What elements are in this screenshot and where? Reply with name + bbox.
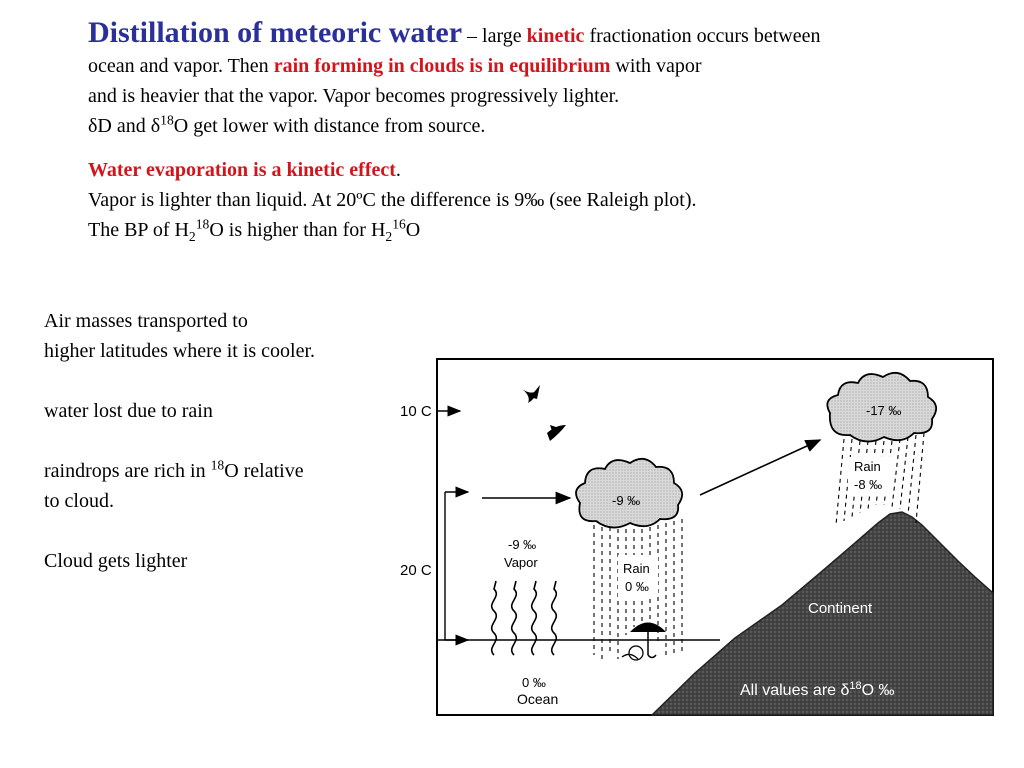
rain-left-value: 0 ‰ [625, 579, 649, 594]
line1-text-a: – large [462, 25, 527, 47]
para2-line1 [88, 155, 988, 185]
bp-sup1: 18 [195, 216, 210, 232]
cloud-left-value: -9 ‰ [612, 493, 641, 508]
para1-line2 [88, 51, 988, 81]
bp-text-a: The BP of H [88, 219, 189, 241]
note-air-masses-line1: Air masses transported to [44, 310, 248, 332]
note-air-masses-line2: higher latitudes where it is cooler. [44, 340, 316, 362]
rain-right-label: Rain [854, 459, 881, 474]
note-raindrops-line1 [44, 456, 404, 486]
continent-label: Continent [808, 600, 873, 617]
line2-text-a: ocean and vapor. Then [88, 55, 274, 77]
bp-text-c: O [405, 219, 421, 241]
note-raindrops-sup: 18 [210, 457, 225, 473]
para1-line3: and is heavier that the vapor. Vapor becomes progressively lighter. [88, 85, 620, 107]
line1-text-c: fractionation occurs between [584, 25, 821, 47]
bp-sub1: 2 [188, 229, 196, 244]
temp-label-top: 10 C [400, 403, 432, 420]
vapor-value: -9 ‰ [508, 537, 537, 552]
ocean-label: Ocean [517, 691, 559, 707]
line4-text-a: δD and δ [88, 115, 161, 137]
slide-headline: Distillation of meteoric water [88, 16, 463, 49]
bp-sub2: 2 [385, 229, 393, 244]
vapor-label: Vapor [504, 555, 538, 570]
slide-text-block [88, 18, 988, 245]
para2-line2: Vapor is lighter than liquid. At 20ºC the difference is 9‰ (see Raleigh plot). [88, 189, 697, 211]
note-raindrops-text-b: O relative [224, 460, 304, 482]
rain-left-label: Rain [623, 561, 650, 576]
line2-text-c: with vapor [610, 55, 702, 77]
bp-sup2: 16 [392, 216, 406, 232]
ocean-value: 0 ‰ [522, 675, 546, 690]
evaporation-emphasis: Water evaporation is a kinetic effect [88, 159, 396, 181]
line4-superscript: 18 [160, 112, 174, 128]
line4-text-b: O get lower with distance from source. [173, 115, 486, 137]
cloud-right-value: -17 ‰ [866, 403, 902, 418]
para2-line3 [88, 215, 988, 245]
kinetic-emphasis: kinetic [526, 25, 585, 47]
temp-label-bottom: 20 C [400, 562, 432, 579]
bp-text-b: O is higher than for H [209, 219, 386, 241]
footer-values-note: All values are $\delta^{18}O$ ‰ [740, 680, 895, 699]
side-notes [44, 306, 404, 576]
para1-line4 [88, 111, 988, 141]
distillation-diagram [390, 355, 995, 720]
headline-line [88, 18, 988, 51]
note-raindrops-line2: to cloud. [44, 490, 114, 512]
note-cloud-lighter: Cloud gets lighter [44, 550, 188, 572]
rain-right-value: -8 ‰ [854, 477, 883, 492]
note-raindrops-text-a: raindrops are rich in [44, 460, 211, 482]
equilibrium-emphasis: rain forming in clouds is in equilibrium [273, 55, 611, 77]
note-water-lost: water lost due to rain [44, 400, 213, 422]
para2-line1-period: . [395, 159, 401, 181]
